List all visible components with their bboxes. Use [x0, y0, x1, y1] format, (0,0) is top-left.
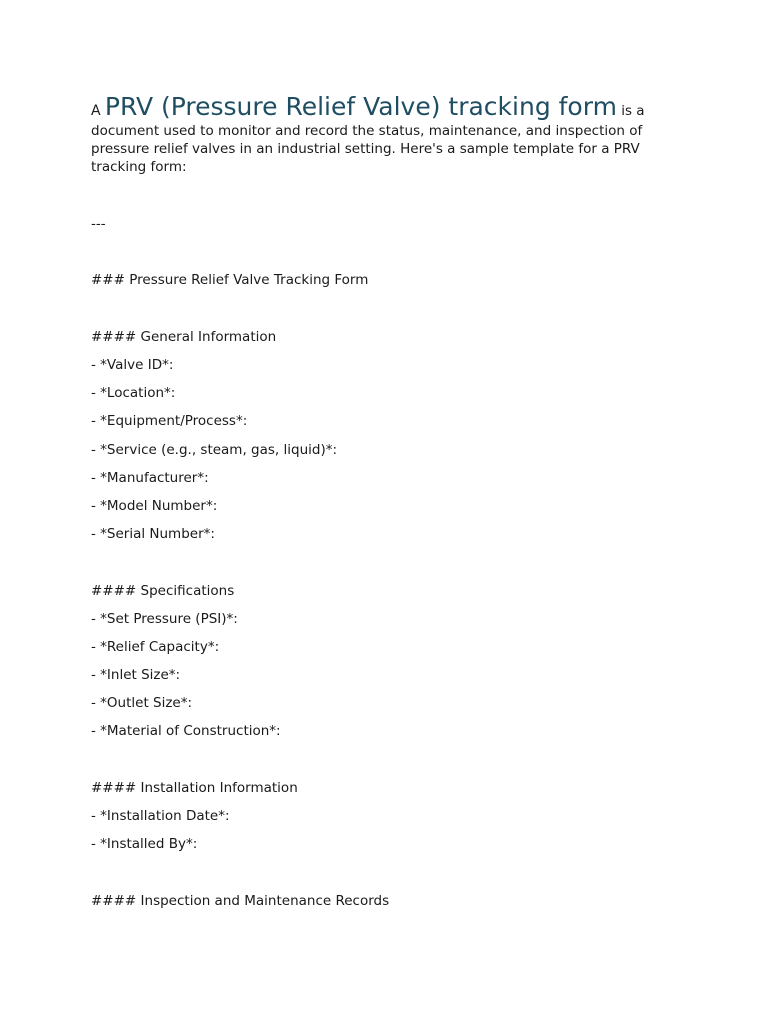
- intro-paragraph: [91, 92, 671, 176]
- section-heading-general: #### General Information: [91, 329, 277, 345]
- section-heading-installation: #### Installation Information: [91, 780, 298, 796]
- list-item: - *Valve ID*:: [91, 357, 174, 373]
- intro-body: is a document used to monitor and record the status, maintenance, and inspection of pressure relief valves in an industrial setting. Here's a sample template for a PRV tracking form:: [91, 103, 645, 175]
- document-page: [91, 92, 671, 909]
- list-item: - *Material of Construction*:: [91, 723, 281, 739]
- separator: ---: [91, 216, 106, 232]
- list-item: - *Inlet Size*:: [91, 667, 181, 683]
- list-item: - *Model Number*:: [91, 498, 218, 514]
- list-item: - *Serial Number*:: [91, 526, 215, 542]
- list-item: - *Outlet Size*:: [91, 695, 193, 711]
- list-item: - *Service (e.g., steam, gas, liquid)*:: [91, 442, 338, 458]
- list-item: - *Set Pressure (PSI)*:: [91, 611, 238, 627]
- list-item: - *Relief Capacity*:: [91, 639, 220, 655]
- list-item: - *Manufacturer*:: [91, 470, 209, 486]
- list-item: - *Installation Date*:: [91, 808, 230, 824]
- list-item: - *Location*:: [91, 385, 176, 401]
- section-heading-specifications: #### Specifications: [91, 583, 235, 599]
- list-item: - *Equipment/Process*:: [91, 413, 248, 429]
- intro-lead: A: [91, 103, 101, 119]
- section-heading-inspection: #### Inspection and Maintenance Records: [91, 893, 390, 909]
- document-title: PRV (Pressure Relief Valve) tracking form: [104, 92, 617, 121]
- form-heading: ### Pressure Relief Valve Tracking Form: [91, 272, 369, 288]
- list-item: - *Installed By*:: [91, 836, 198, 852]
